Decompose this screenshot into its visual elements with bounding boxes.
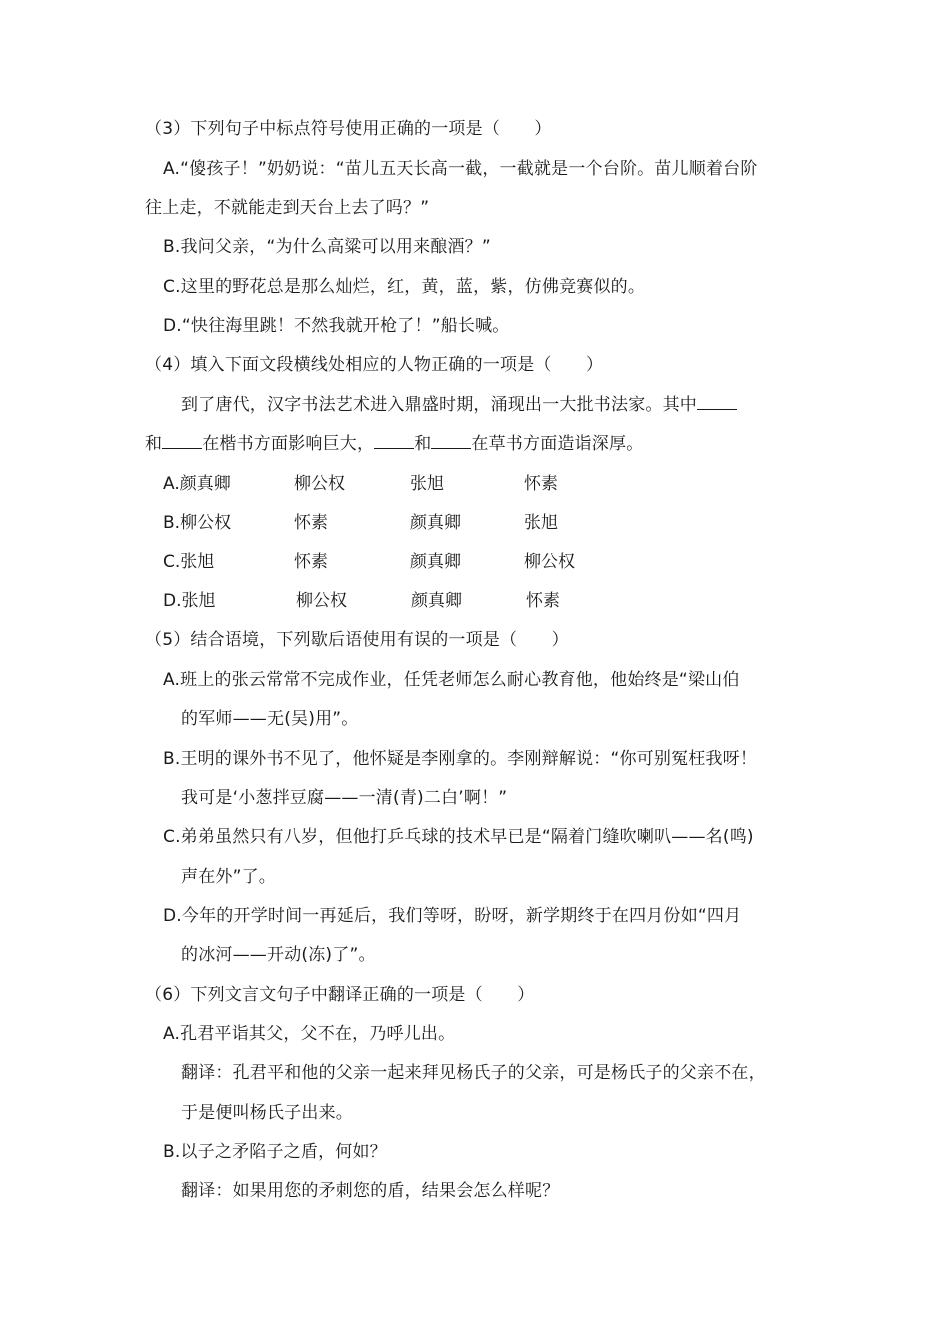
q4-option-c-col4: 柳公权 — [524, 552, 575, 572]
q4-option-c-col3: 颜真卿 — [410, 552, 461, 572]
q4-passage-line2 — [145, 432, 643, 456]
q6-option-b-translation: 翻译：如果用您的矛刺您的盾，结果会怎么样呢？ — [181, 1181, 560, 1201]
q3-option-c: C.这里的野花总是那么灿烂，红，黄，蓝，紫，仿佛竞赛似的。 — [163, 277, 646, 297]
q4-option-a-col3: 张旭 — [410, 474, 444, 494]
q3-stem: （3）下列句子中标点符号使用正确的一项是（ ） — [145, 119, 552, 139]
q5-option-d-line1: D.今年的开学时间一再延后，我们等呀，盼呀，新学期终于在四月份如“四月 — [163, 906, 742, 926]
fill-blank-1 — [697, 393, 737, 410]
q4-option-b-col3: 颜真卿 — [410, 513, 461, 533]
q4-passage-and-2: 和 — [414, 434, 432, 454]
q4-option-b-col4: 张旭 — [524, 513, 558, 533]
fill-blank-2 — [162, 432, 202, 449]
q5-option-a-line1: A.班上的张云常常不完成作业，任凭老师怎么耐心教育他，他始终是“梁山伯 — [163, 670, 740, 690]
q3-option-d: D.“快往海里跳！不然我就开枪了！”船长喊。 — [163, 316, 510, 336]
fill-blank-3 — [374, 432, 414, 449]
q4-option-d-col3: 颜真卿 — [411, 591, 462, 611]
q3-option-a-line2: 往上走，不就能走到天台上去了吗？” — [145, 198, 430, 218]
q4-passage-text2: 在楷书方面影响巨大， — [202, 434, 375, 454]
q4-option-d-col2: 柳公权 — [296, 591, 347, 611]
q6-option-b: B.以子之矛陷子之盾，何如？ — [163, 1142, 387, 1162]
fill-blank-4 — [431, 432, 471, 449]
q3-option-a-line1: A.“傻孩子！”奶奶说：“苗儿五天长高一截，一截就是一个台阶。苗儿顺着台阶 — [163, 159, 758, 179]
q4-option-b-col1: B.柳公权 — [163, 513, 232, 533]
q4-option-d-col1: D.张旭 — [163, 591, 216, 611]
q5-option-d-line2: 的冰河——开动(冻)了”。 — [181, 945, 376, 965]
q4-option-a-col2: 柳公权 — [294, 474, 345, 494]
q4-passage-line1 — [181, 393, 737, 417]
q5-option-a-line2: 的军师——无(吴)用”。 — [181, 709, 359, 729]
q5-stem: （5）结合语境，下列歇后语使用有误的一项是（ ） — [145, 630, 569, 650]
q5-option-b-line1: B.王明的课外书不见了，他怀疑是李刚拿的。李刚辩解说：“你可别冤枉我呀！ — [163, 749, 758, 769]
q4-option-b-col2: 怀素 — [294, 513, 328, 533]
q6-option-a-translation-line2: 于是便叫杨氏子出来。 — [181, 1103, 353, 1123]
q6-option-a: A.孔君平诣其父，父不在，乃呼儿出。 — [163, 1024, 456, 1044]
q3-option-b: B.我问父亲，“为什么高粱可以用来酿酒？” — [163, 237, 491, 257]
q5-option-b-line2: 我可是‘小葱拌豆腐——一清(青)二白’啊！” — [181, 788, 508, 808]
q4-passage-and-1: 和 — [145, 434, 163, 454]
q4-option-a-col1: A.颜真卿 — [163, 474, 231, 494]
q6-stem: （6）下列文言文句子中翻译正确的一项是（ ） — [145, 985, 535, 1005]
q4-passage-text3: 在草书方面造诣深厚。 — [471, 434, 644, 454]
q4-option-a-col4: 怀素 — [524, 474, 558, 494]
q4-option-c-col1: C.张旭 — [163, 552, 215, 572]
q4-passage-text1: 到了唐代，汉字书法艺术进入鼎盛时期，涌现出一大批书法家。其中 — [181, 395, 697, 415]
q6-option-a-translation-line1: 翻译：孔君平和他的父亲一起来拜见杨氏子的父亲，可是杨氏子的父亲不在， — [181, 1063, 766, 1083]
q5-option-c-line1: C.弟弟虽然只有八岁，但他打乒乓球的技术早已是“隔着门缝吹喇叭——名(鸣) — [163, 827, 754, 847]
q4-stem: （4）填入下面文段横线处相应的人物正确的一项是（ ） — [145, 355, 604, 375]
q4-option-c-col2: 怀素 — [294, 552, 328, 572]
q5-option-c-line2: 声在外”了。 — [181, 867, 277, 887]
q4-option-d-col4: 怀素 — [526, 591, 560, 611]
